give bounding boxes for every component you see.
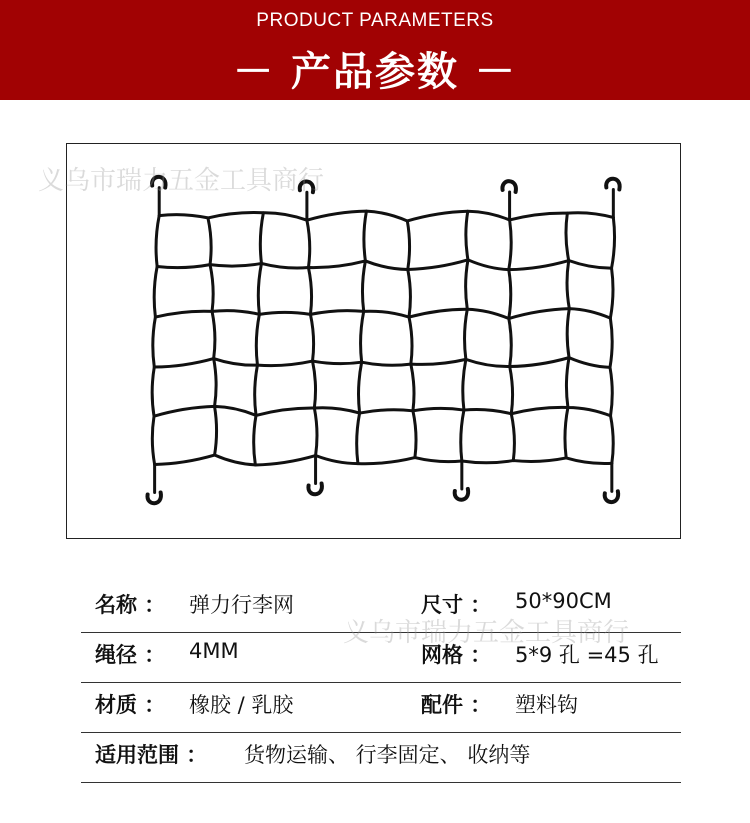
net-cord: [208, 218, 217, 455]
param-value-material: 橡胶 / 乳胶: [189, 693, 294, 717]
banner-chinese-title: － 产品参数 －: [233, 49, 517, 95]
net-cord: [307, 220, 317, 455]
net-cord: [509, 220, 515, 461]
net-cord: [155, 309, 610, 319]
product-photo: [66, 143, 681, 539]
banner-english-title: PRODUCT PARAMETERS: [256, 10, 494, 31]
param-label-diameter: 绳径 ：: [95, 643, 166, 667]
net-cord: [159, 211, 613, 221]
param-value-diameter: 4MM: [189, 639, 239, 663]
param-label-size: 尺寸 ：: [421, 593, 492, 617]
net-cord: [157, 260, 611, 270]
net-cord: [610, 217, 615, 463]
net-cord: [565, 213, 569, 458]
param-row: [81, 733, 681, 783]
param-label-material: 材质 ：: [95, 693, 166, 717]
net-cord: [308, 484, 321, 495]
net-cord: [357, 211, 367, 463]
param-value-size: 50*90CM: [515, 589, 612, 613]
param-value-usage: 货物运输、 行李固定、 收纳等: [244, 743, 531, 767]
param-label-usage: 适用范围 ：: [95, 743, 208, 767]
param-value-grid: 5*9 孔 =45 孔: [515, 643, 659, 667]
net-cord: [154, 406, 611, 416]
net-cord: [155, 455, 612, 465]
watermark-bottom: 义乌市瑞力五金工具商行: [343, 618, 630, 648]
net-cord: [154, 358, 610, 368]
net-cord: [461, 211, 468, 461]
net-cord: [605, 491, 618, 502]
net-cord: [455, 489, 468, 500]
cargo-net-image: [67, 144, 680, 538]
net-cord: [254, 213, 264, 465]
watermark-top: 义乌市瑞力五金工具商行: [38, 166, 325, 196]
header-banner: [0, 0, 750, 100]
param-value-name: 弹力行李网: [189, 593, 294, 617]
param-row: [81, 683, 681, 733]
param-value-accessory: 塑料钩: [515, 693, 578, 717]
net-cord: [407, 221, 416, 458]
net-cord: [152, 216, 159, 465]
net-cord: [147, 492, 160, 503]
param-label-name: 名称 ：: [95, 593, 166, 617]
param-label-accessory: 配件 ：: [421, 693, 492, 717]
net-cord: [606, 179, 619, 190]
net-cord: [502, 181, 515, 192]
param-label-grid: 网格 ：: [421, 643, 492, 667]
